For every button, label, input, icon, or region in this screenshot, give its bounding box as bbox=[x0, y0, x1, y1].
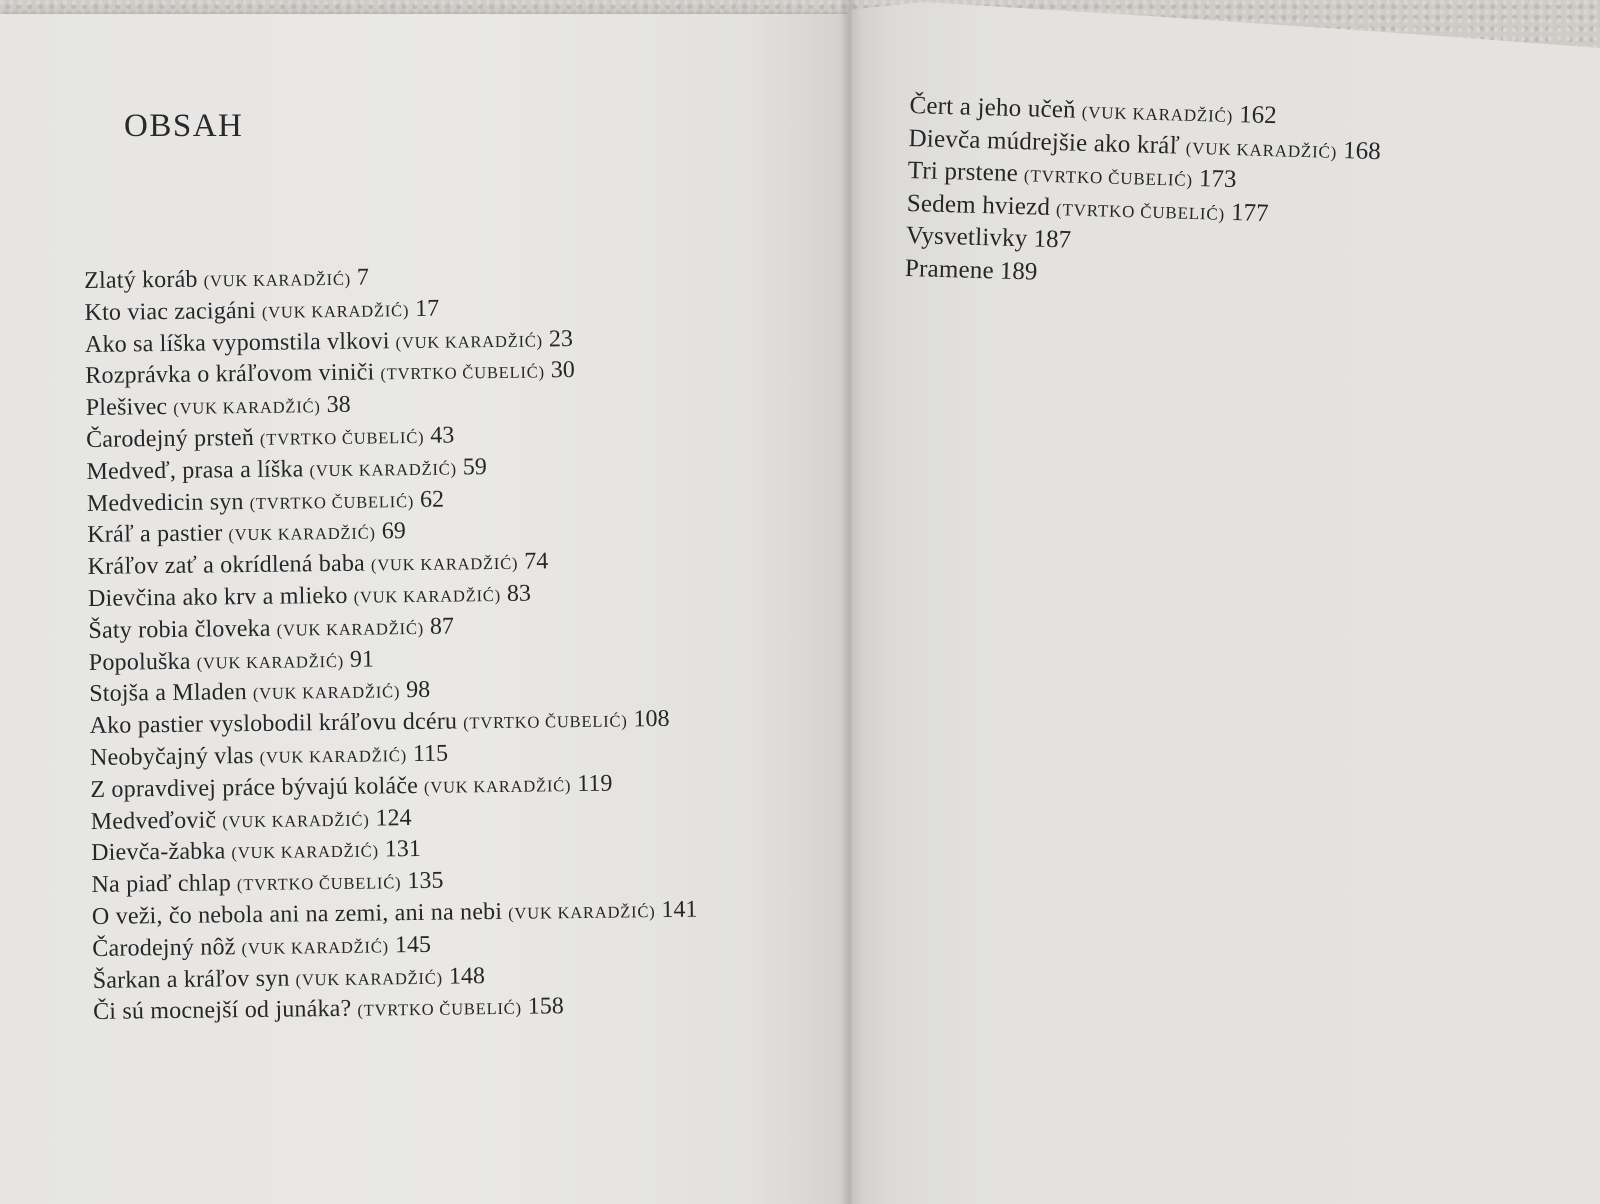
toc-entry-title: Sedem hviezd bbox=[906, 189, 1051, 221]
toc-entry-title: Dievča múdrejšie ako kráľ bbox=[908, 124, 1181, 160]
toc-entry-author: (VUK KARADŽIĆ) bbox=[423, 775, 572, 797]
toc-entry-author: (VUK KARADŽIĆ) bbox=[1081, 102, 1234, 127]
toc-entry-title: Kráľ a pastier bbox=[87, 520, 223, 549]
toc-entry-page-number: 187 bbox=[1033, 225, 1072, 254]
toc-entry-author: (TVRTKO ČUBELIĆ) bbox=[463, 711, 628, 733]
toc-entry-title: Šarkan a kráľov syn bbox=[92, 965, 290, 994]
toc-entry-author: (VUK KARADŽIĆ) bbox=[353, 585, 502, 607]
toc-entry-page-number: 38 bbox=[326, 391, 351, 419]
toc-entry-title: Popoluška bbox=[88, 648, 191, 676]
toc-entry-author: (TVRTKO ČUBELIĆ) bbox=[1055, 199, 1226, 224]
toc-entry-page-number: 124 bbox=[375, 804, 412, 832]
toc-entry-page-number: 83 bbox=[506, 580, 532, 607]
toc-entry-page-number: 168 bbox=[1342, 136, 1382, 165]
toc-entry-page-number: 87 bbox=[429, 613, 455, 640]
book-gutter bbox=[840, 0, 862, 1204]
toc-entry-page-number: 135 bbox=[407, 867, 444, 895]
toc-entry-page-number: 141 bbox=[661, 896, 698, 923]
toc-entry-author: (TVRTKO ČUBELIĆ) bbox=[249, 491, 415, 513]
toc-entry-author: (VUK KARADŽIĆ) bbox=[231, 841, 379, 863]
toc-entry-author: (TVRTKO ČUBELIĆ) bbox=[357, 999, 522, 1021]
toc-entry-author: (TVRTKO ČUBELIĆ) bbox=[236, 873, 402, 895]
toc-entry-page-number: 23 bbox=[548, 325, 574, 352]
toc-list-right bbox=[905, 90, 1383, 299]
toc-entry-title: Medveďovič bbox=[90, 806, 217, 835]
toc-entry-author: (VUK KARADŽIĆ) bbox=[276, 618, 425, 640]
toc-entry-title: Kráľov zať a okrídlená baba bbox=[87, 550, 366, 581]
toc-entry-page-number: 98 bbox=[406, 677, 431, 704]
toc-entry-page-number: 189 bbox=[999, 257, 1038, 286]
toc-entry-author: (VUK KARADŽIĆ) bbox=[252, 682, 401, 704]
page-title: OBSAH bbox=[124, 108, 244, 144]
toc-entry-page-number: 158 bbox=[527, 993, 564, 1020]
toc-entry-title: Čarodejný nôž bbox=[92, 933, 236, 962]
toc-entry-page-number: 162 bbox=[1238, 101, 1278, 130]
toc-entry-title: Vysvetlivky bbox=[905, 222, 1028, 253]
toc-list-left bbox=[84, 259, 699, 1029]
toc-entry-page-number: 30 bbox=[550, 357, 575, 384]
toc-entry-title: Kto viac zacigáni bbox=[84, 297, 257, 326]
toc-entry-page-number: 74 bbox=[524, 548, 549, 575]
toc-entry-author: (VUK KARADŽIĆ) bbox=[203, 269, 352, 291]
toc-entry-page-number: 91 bbox=[349, 646, 375, 673]
toc-entry-page-number: 177 bbox=[1230, 198, 1269, 227]
toc-entry-page-number: 115 bbox=[412, 740, 449, 767]
toc-entry-page-number: 43 bbox=[430, 422, 455, 449]
toc-entry-title: Zlatý koráb bbox=[84, 266, 198, 294]
toc-entry-page-number: 131 bbox=[384, 836, 421, 863]
toc-entry-author: (VUK KARADŽIĆ) bbox=[1185, 138, 1338, 162]
toc-entry-author: (VUK KARADŽIĆ) bbox=[173, 397, 321, 419]
toc-entry-title: Čert a jeho učeň bbox=[909, 91, 1077, 124]
toc-entry-title: Čarodejný prsteň bbox=[85, 424, 255, 453]
toc-entry-author: (VUK KARADŽIĆ) bbox=[370, 553, 519, 575]
toc-entry-title: O veži, čo nebola ani na zemi, ani na nebi bbox=[91, 898, 503, 930]
toc-entry-page-number: 173 bbox=[1198, 165, 1237, 194]
toc-entry bbox=[90, 767, 696, 806]
toc-entry-author: (VUK KARADŽIĆ) bbox=[228, 523, 376, 545]
toc-entry-author: (VUK KARADŽIĆ) bbox=[259, 746, 408, 767]
toc-entry-page-number: 59 bbox=[462, 453, 487, 481]
toc-entry-author: (TVRTKO ČUBELIĆ) bbox=[380, 362, 545, 384]
toc-entry-title: Stojša a Mladen bbox=[89, 679, 248, 708]
toc-entry-author: (VUK KARADŽIĆ) bbox=[261, 300, 410, 322]
toc-entry-page-number: 108 bbox=[633, 706, 670, 733]
toc-entry-page-number: 148 bbox=[448, 962, 486, 990]
toc-entry-title: Medveď, prasa a líška bbox=[86, 456, 304, 485]
toc-entry-title: Šaty robia človeka bbox=[88, 615, 271, 644]
toc-entry-title: Na piaď chlap bbox=[91, 870, 232, 899]
toc-entry-author: (VUK KARADŽIĆ) bbox=[196, 651, 345, 673]
toc-entry-author: (VUK KARADŽIĆ) bbox=[395, 330, 544, 352]
toc-entry-page-number: 69 bbox=[381, 518, 406, 545]
toc-entry-title: Neobyčajný vlas bbox=[89, 742, 254, 771]
toc-entry-author: (VUK KARADŽIĆ) bbox=[508, 902, 656, 923]
toc-entry-title: Ako pastier vyslobodil kráľovu dcéru bbox=[89, 708, 458, 740]
toc-entry-title: Pramene bbox=[904, 254, 995, 285]
toc-entry-page-number: 17 bbox=[415, 295, 440, 322]
toc-entry-page-number: 119 bbox=[577, 770, 613, 797]
toc-entry-author: (VUK KARADŽIĆ) bbox=[222, 810, 370, 831]
toc-entry-page-number: 145 bbox=[394, 931, 432, 958]
toc-entry-title: Z opravdivej práce bývajú koláče bbox=[90, 772, 419, 803]
toc-entry-title: Medvedicin syn bbox=[86, 488, 244, 517]
toc-entry-author: (VUK KARADŽIĆ) bbox=[241, 937, 390, 958]
toc-entry-title: Rozprávka o kráľovom viniči bbox=[85, 359, 375, 390]
toc-entry-title: Plešivec bbox=[85, 394, 168, 422]
toc-entry-author: (VUK KARADŽIĆ) bbox=[295, 968, 443, 989]
toc-entry-page-number: 7 bbox=[356, 264, 370, 291]
toc-entry-author: (TVRTKO ČUBELIĆ) bbox=[259, 427, 425, 449]
toc-entry-title: Tri prstene bbox=[907, 157, 1019, 188]
toc-entry-author: (VUK KARADŽIĆ) bbox=[309, 459, 457, 481]
toc-entry-title: Či sú mocnejší od junáka? bbox=[92, 996, 352, 1026]
toc-entry-page-number: 62 bbox=[419, 486, 445, 513]
toc-entry-title: Dievčina ako krv a mlieko bbox=[87, 582, 348, 612]
toc-entry-author: (TVRTKO ČUBELIĆ) bbox=[1023, 166, 1194, 191]
toc-entry-title: Ako sa líška vypomstila vlkovi bbox=[84, 327, 390, 358]
toc-entry-title: Dievča-žabka bbox=[91, 838, 226, 867]
